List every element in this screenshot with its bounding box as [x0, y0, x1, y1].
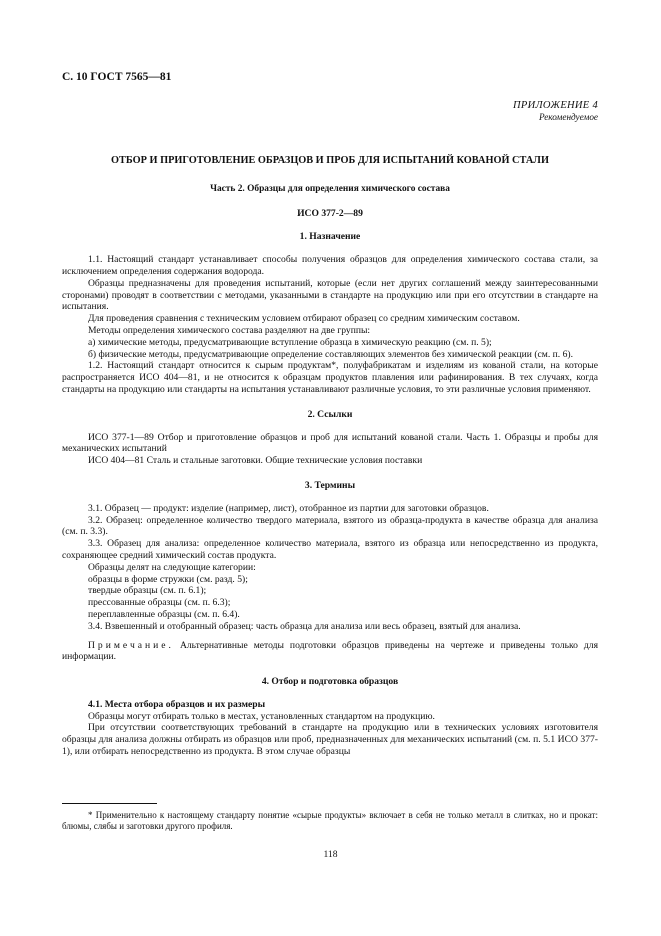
- page-number: 118: [323, 849, 338, 860]
- paragraph: Методы определения химического состава разделяют на две группы:: [88, 324, 371, 336]
- appendix-status: Рекомендуемое: [538, 111, 598, 122]
- list-item: прессованные образцы (см. п. 6.3);: [88, 597, 231, 609]
- iso-number: ИСО 377-2—89: [297, 207, 363, 219]
- reference-item: ИСО 377-1—89 Отбор и приготовление образцов и проб для испытаний кованой стали. Часть 1. Образцы и пробы для механических испытаний: [62, 431, 598, 455]
- subsection-heading: 4.1. Места отбора образцов и их размеры: [88, 698, 266, 710]
- list-item: твердые образцы (см. п. 6.1);: [88, 585, 207, 597]
- list-item: а) химические методы, предусматривающие вступление образца в химическую реакцию (см. п. 5);: [88, 336, 492, 348]
- paragraph: 1.1. Настоящий стандарт устанавливает способы получения образцов для определения химического состава стали, за исключением определения содержания водорода.: [62, 254, 598, 277]
- paragraph: Образцы делят на следующие категории:: [88, 561, 256, 573]
- paragraph: Образцы могут отбирать только в местах, установленных стандартом на продукцию.: [88, 710, 435, 722]
- appendix-number: ПРИЛОЖЕНИЕ 4: [513, 100, 598, 111]
- paragraph: 1.2. Настоящий стандарт относится к сырым продуктам*, полуфабрикатам и изделиям из кованой стали, на которые распространяется ИСО 404—81, и не относится к образцам продуктов плавления или рафинирования. В тех случаях, когда стандарты на продукцию или стандарты на испытания устанавливают различные условия, то эти различные условия применяют.: [62, 360, 598, 395]
- reference-item: ИСО 404—81 Сталь и стальные заготовки. Общие технические условия поставки: [88, 455, 423, 467]
- paragraph: Образцы предназначены для проведения испытаний, которые (если нет других соглашений между заинтересованными сторонами) проводят в соответствии с методами, указанными в стандарте на продукцию или при его отсутствии в стандарте на испытания.: [62, 277, 598, 313]
- list-item: образцы в форме стружки (см. разд. 5);: [88, 573, 248, 585]
- note-label: Примечание.: [88, 639, 174, 651]
- paragraph: 3.4. Взвешенный и отобранный образец: часть образца для анализа или весь образец, взятый для анализа.: [88, 620, 521, 632]
- footnote-divider: [62, 803, 157, 804]
- list-item: переплавленные образцы (см. п. 6.4).: [88, 608, 240, 620]
- paragraph: При отсутствии соответствующих требований в стандарте на продукцию или в технических условиях изготовителя образцы для анализа должны отбирать из образцов или проб, предназначенных для механических испытаний (см. п. 5.1 ИСО 377-1), или отбирать непосредственно из продукта. В этом случае образцы: [62, 722, 598, 758]
- footnote: * Применительно к настоящему стандарту понятие «сырые продукты» включает в себя не только металл в слитках, но и прокат: блюмы, слябы и заготовки другого профиля.: [62, 810, 598, 832]
- document-body: [62, 155, 598, 758]
- note-text: Альтернативные методы подготовки образцов приведены на чертеже и приведены только для информации.: [62, 639, 598, 663]
- note-paragraph: [62, 640, 598, 664]
- section-heading-sampling: 4. Отбор и подготовка образцов: [261, 676, 399, 688]
- section-heading-terms: 3. Термины: [304, 479, 356, 491]
- paragraph: Для проведения сравнения с техническим условием отбирают образец со средним химическим составом.: [88, 313, 520, 325]
- list-item: б) физические методы, предусматривающие определение составляющих элементов без химической реакции (см. п. 6).: [88, 348, 573, 360]
- appendix-label-block: [513, 100, 598, 124]
- paragraph: 3.2. Образец: определенное количество твердого материала, взятого из образца-продукта в качестве образца для анализа (см. п. 3.3).: [62, 514, 598, 538]
- section-heading-references: 2. Ссылки: [307, 408, 353, 420]
- document-header: С. 10 ГОСТ 7565—81: [62, 71, 172, 83]
- document-title: ОТБОР И ПРИГОТОВЛЕНИЕ ОБРАЗЦОВ И ПРОБ ДЛЯ ИСПЫТАНИЙ КОВАНОЙ СТАЛИ: [111, 155, 549, 166]
- section-heading-purpose: 1. Назначение: [299, 231, 361, 243]
- document-subtitle: Часть 2. Образцы для определения химического состава: [210, 183, 450, 194]
- paragraph: 3.1. Образец — продукт: изделие (например, лист), отобранное из партии для заготовки образцов.: [88, 502, 489, 514]
- paragraph: 3.3. Образец для анализа: определенное количество материала, взятого из образца или непосредственно из продукта, сохраняющее средний химический состав продукта.: [62, 538, 598, 561]
